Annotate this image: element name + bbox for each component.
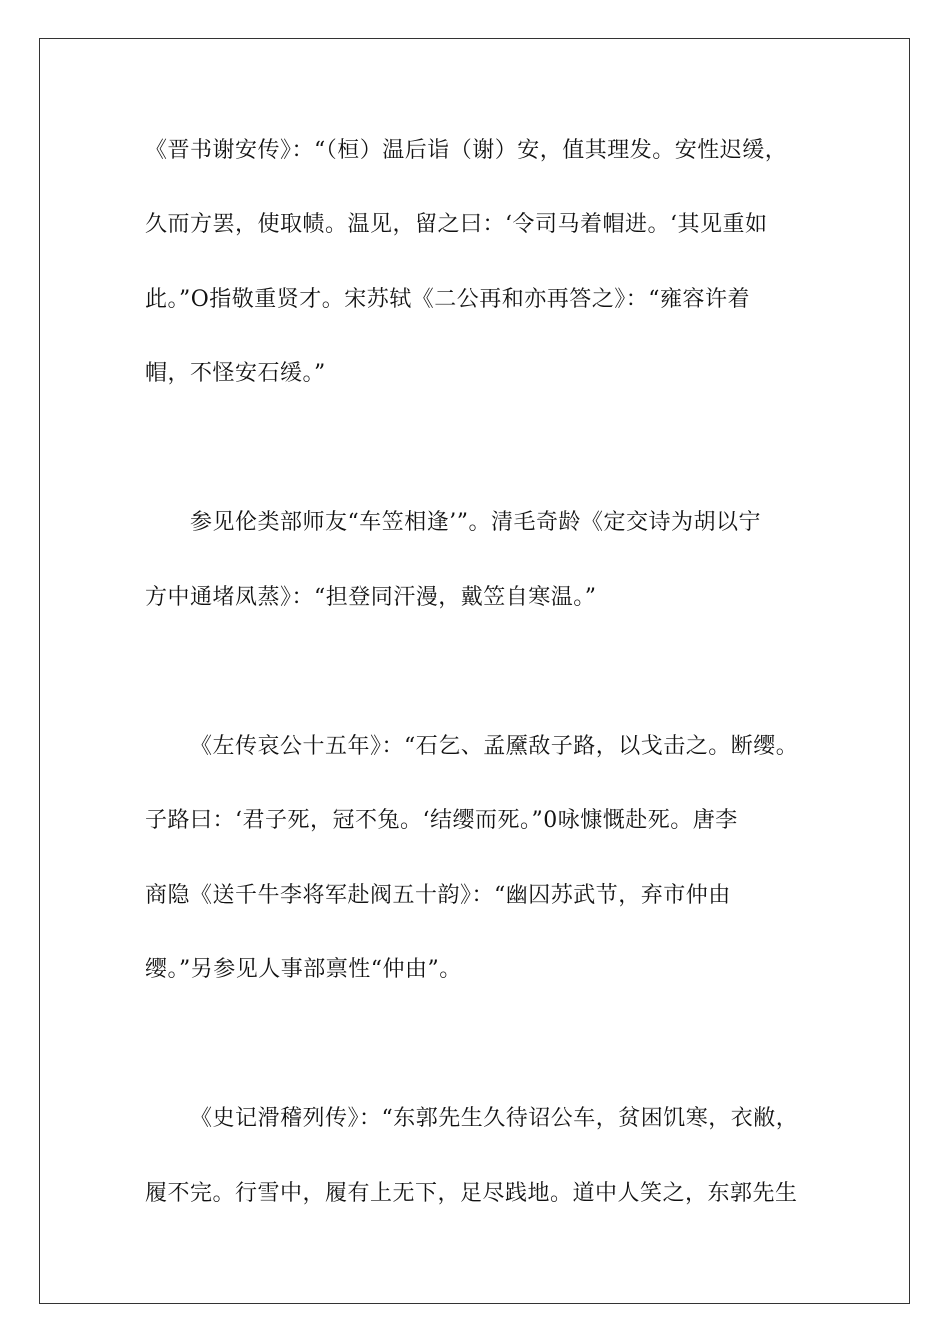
text-line: 久而方罢，使取帻。温见，留之曰：‘令司马着帽进。‘其见重如 xyxy=(145,212,768,237)
text-line: 商隐《送千牛李将军赴阀五十韵》：“幽囚苏武节，弃市仲由 xyxy=(145,883,731,908)
text-line: 《晋书谢安传》：“（桓）温后诣（谢）安，值其理发。安性迟缓， xyxy=(145,138,788,163)
text-line: 帽，不怪安石缓。” xyxy=(145,361,326,386)
text-line: 参见伦类部师友“车笠相逢’”。清毛奇龄《定交诗为胡以宁 xyxy=(190,510,761,535)
text-line: 《左传哀公十五年》：“石乞、孟黡敌子路，以戈击之。断缨。 xyxy=(190,734,799,759)
text-line: 缨。”另参见人事部禀性“仲由”。 xyxy=(145,957,462,982)
text-line: 《史记滑稽列传》：“东郭先生久待诏公车，贫困饥寒，衣敝， xyxy=(190,1106,799,1131)
text-line: 子路曰：‘君子死，冠不兔。‘结缨而死。”0咏慷慨赴死。唐李 xyxy=(145,808,738,833)
text-line: 此。”O指敬重贤才。宋苏轼《二公再和亦再答之》：“雍容许着 xyxy=(145,287,751,312)
text-line: 履不完。行雪中，履有上无下，足尽践地。道中人笑之，东郭先生 xyxy=(145,1181,798,1206)
text-line: 方中通堵凤蒸》：“担登同汗漫，戴笠自寒温。” xyxy=(145,585,597,610)
